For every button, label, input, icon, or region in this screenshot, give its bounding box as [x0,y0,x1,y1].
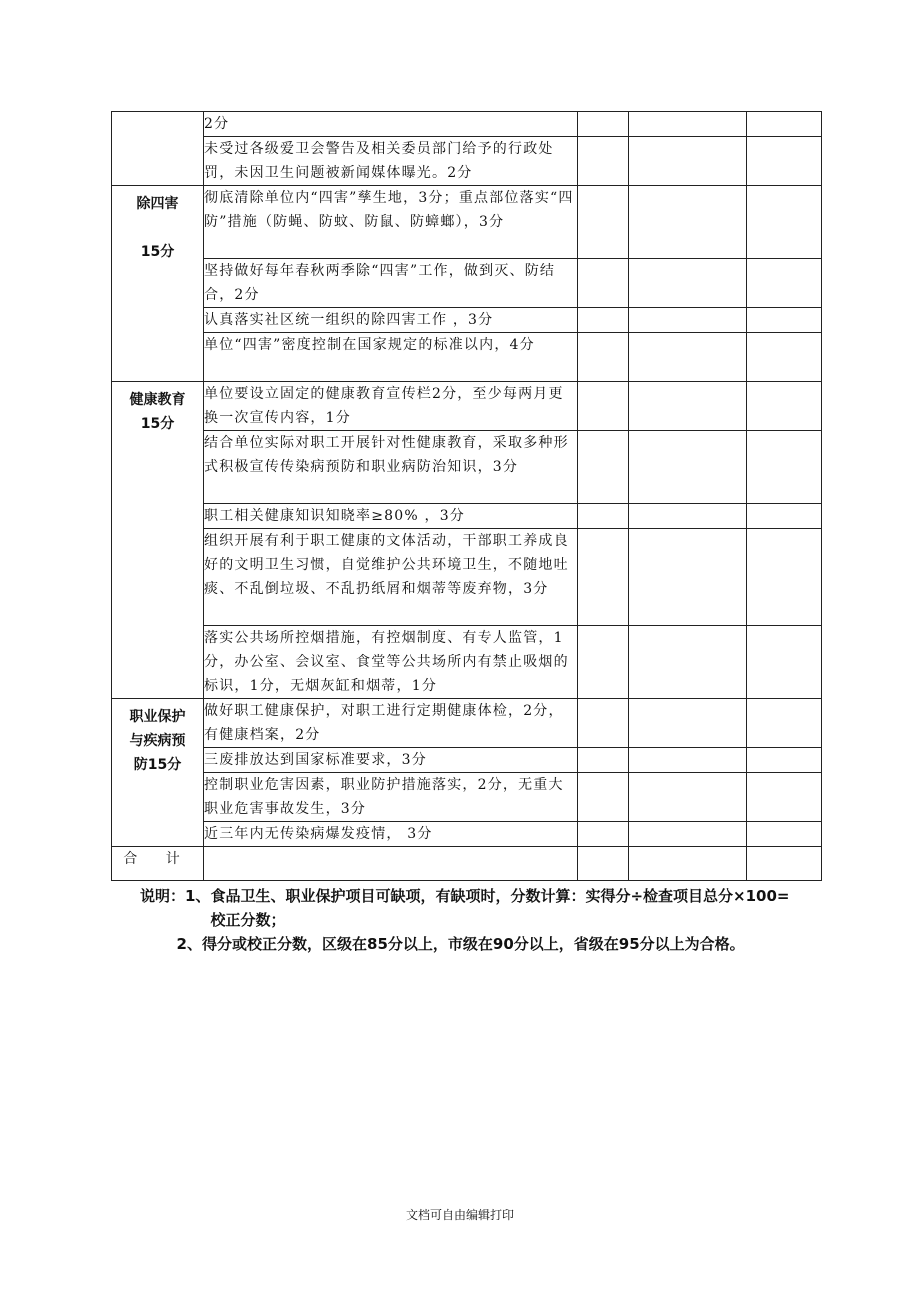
score-cell [747,382,822,431]
note-number: 说明：1、 [140,887,211,905]
note-text: 得分或校正分数，区级在85分以上，市级在90分以上，省级在95分以上为合格。 [202,935,745,953]
table-row [112,333,822,382]
score-cell [747,333,822,382]
score-cell [578,308,629,333]
item-text: 控制职业危害因素，职业防护措施落实，2分，无重大职业危害事故发生，3分 [204,777,564,817]
score-cell [747,112,822,137]
score-cell [747,699,822,748]
score-cell [578,431,629,504]
item-text: 结合单位实际对职工开展针对性健康教育，采取多种形式积极宣传传染病预防和职业病防治知识，3分 [204,435,569,475]
item-text: 三废排放达到国家标准要求，3分 [204,752,427,768]
item-cell [204,529,578,626]
score-cell [629,137,747,186]
score-cell [629,773,747,822]
table-row [112,112,822,137]
item-cell [204,308,578,333]
score-cell [578,822,629,847]
score-cell [629,822,747,847]
note-item [140,932,800,956]
table-row [112,431,822,504]
score-cell [629,699,747,748]
score-cell [578,186,629,259]
score-cell [578,529,629,626]
item-cell [204,748,578,773]
score-cell [578,333,629,382]
table-row [112,504,822,529]
total-item-cell [204,847,578,881]
table-row [112,822,822,847]
score-cell [629,186,747,259]
item-text: 彻底清除单位内“四害”孳生地，3分；重点部位落实“四防”措施（防蝇、防蚊、防鼠、防蟑螂），3分 [204,190,574,230]
table-row [112,137,822,186]
score-cell [578,259,629,308]
item-text: 单位要设立固定的健康教育宣传栏2分，至少每两月更换一次宣传内容，1分 [204,386,564,426]
score-cell [578,773,629,822]
score-cell [578,504,629,529]
table-row [112,186,822,259]
category-cell: 健康教育 15分 [112,382,204,699]
score-cell [578,382,629,431]
score-cell [747,259,822,308]
category-cell: 除四害 15分 [112,186,204,382]
score-cell [747,847,822,881]
total-row [112,847,822,881]
score-cell [747,822,822,847]
item-text: 职工相关健康知识知晓率≥80% ，3分 [204,508,466,524]
item-cell [204,259,578,308]
item-cell [204,699,578,748]
table-row [112,382,822,431]
score-cell [578,112,629,137]
score-cell [578,748,629,773]
item-text: 2分 [204,116,230,132]
score-cell [747,186,822,259]
item-cell [204,382,578,431]
score-cell [629,847,747,881]
score-cell [747,626,822,699]
item-text: 未受过各级爱卫会警告及相关委员部门给予的行政处罚，未因卫生问题被新闻媒体曝光。2分 [204,141,554,181]
score-cell [747,308,822,333]
score-cell [747,137,822,186]
score-cell [629,626,747,699]
item-cell [204,137,578,186]
item-cell [204,186,578,259]
score-cell [629,748,747,773]
item-cell [204,822,578,847]
category-cell [112,112,204,186]
score-cell [629,529,747,626]
score-cell [629,431,747,504]
score-cell [747,748,822,773]
table-row [112,626,822,699]
item-text: 近三年内无传染病爆发疫情， 3分 [204,826,433,842]
score-cell [578,699,629,748]
total-label: 合 计 [112,847,204,881]
score-cell [578,626,629,699]
item-text: 落实公共场所控烟措施，有控烟制度、有专人监管，1分，办公室、会议室、食堂等公共场所内有禁止吸烟的标识，1分，无烟灰缸和烟蒂，1分 [204,630,569,694]
table-row [112,773,822,822]
table-row [112,529,822,626]
table-row [112,259,822,308]
table-row [112,699,822,748]
item-cell [204,333,578,382]
score-cell [747,773,822,822]
item-text: 组织开展有利于职工健康的文体活动，干部职工养成良好的文明卫生习惯，自觉维护公共环境卫生，不随地吐痰、不乱倒垃圾、不乱扔纸屑和烟蒂等废弃物，3分 [204,533,569,597]
page-footer: 文档可自由编辑打印 [405,1208,514,1222]
item-text: 坚持做好每年春秋两季除“四害”工作，做到灭、防结合，2分 [204,263,556,303]
item-cell [204,431,578,504]
item-cell [204,773,578,822]
score-cell [629,308,747,333]
item-text: 做好职工健康保护，对职工进行定期健康体检，2分，有健康档案，2分 [204,703,564,743]
notes-section [140,884,800,956]
score-cell [629,259,747,308]
score-cell [747,504,822,529]
score-cell [578,137,629,186]
score-cell [747,529,822,626]
table-row [112,748,822,773]
category-cell: 职业保护 与疾病预 防15分 [112,699,204,847]
score-cell [578,847,629,881]
item-cell [204,112,578,137]
note-text: 食品卫生、职业保护项目可缺项，有缺项时，分数计算：实得分÷检查项目总分×100=校正分数； [210,887,790,929]
item-cell [204,626,578,699]
table-row [112,308,822,333]
score-cell [747,431,822,504]
score-table [111,111,822,881]
item-text: 单位“四害”密度控制在国家规定的标准以内，4分 [204,337,535,353]
score-cell [629,112,747,137]
score-cell [629,504,747,529]
score-cell [629,333,747,382]
note-number: 2、 [140,935,202,953]
note-item [140,884,800,932]
score-cell [629,382,747,431]
item-cell [204,504,578,529]
item-text: 认真落实社区统一组织的除四害工作 ，3分 [204,312,494,328]
